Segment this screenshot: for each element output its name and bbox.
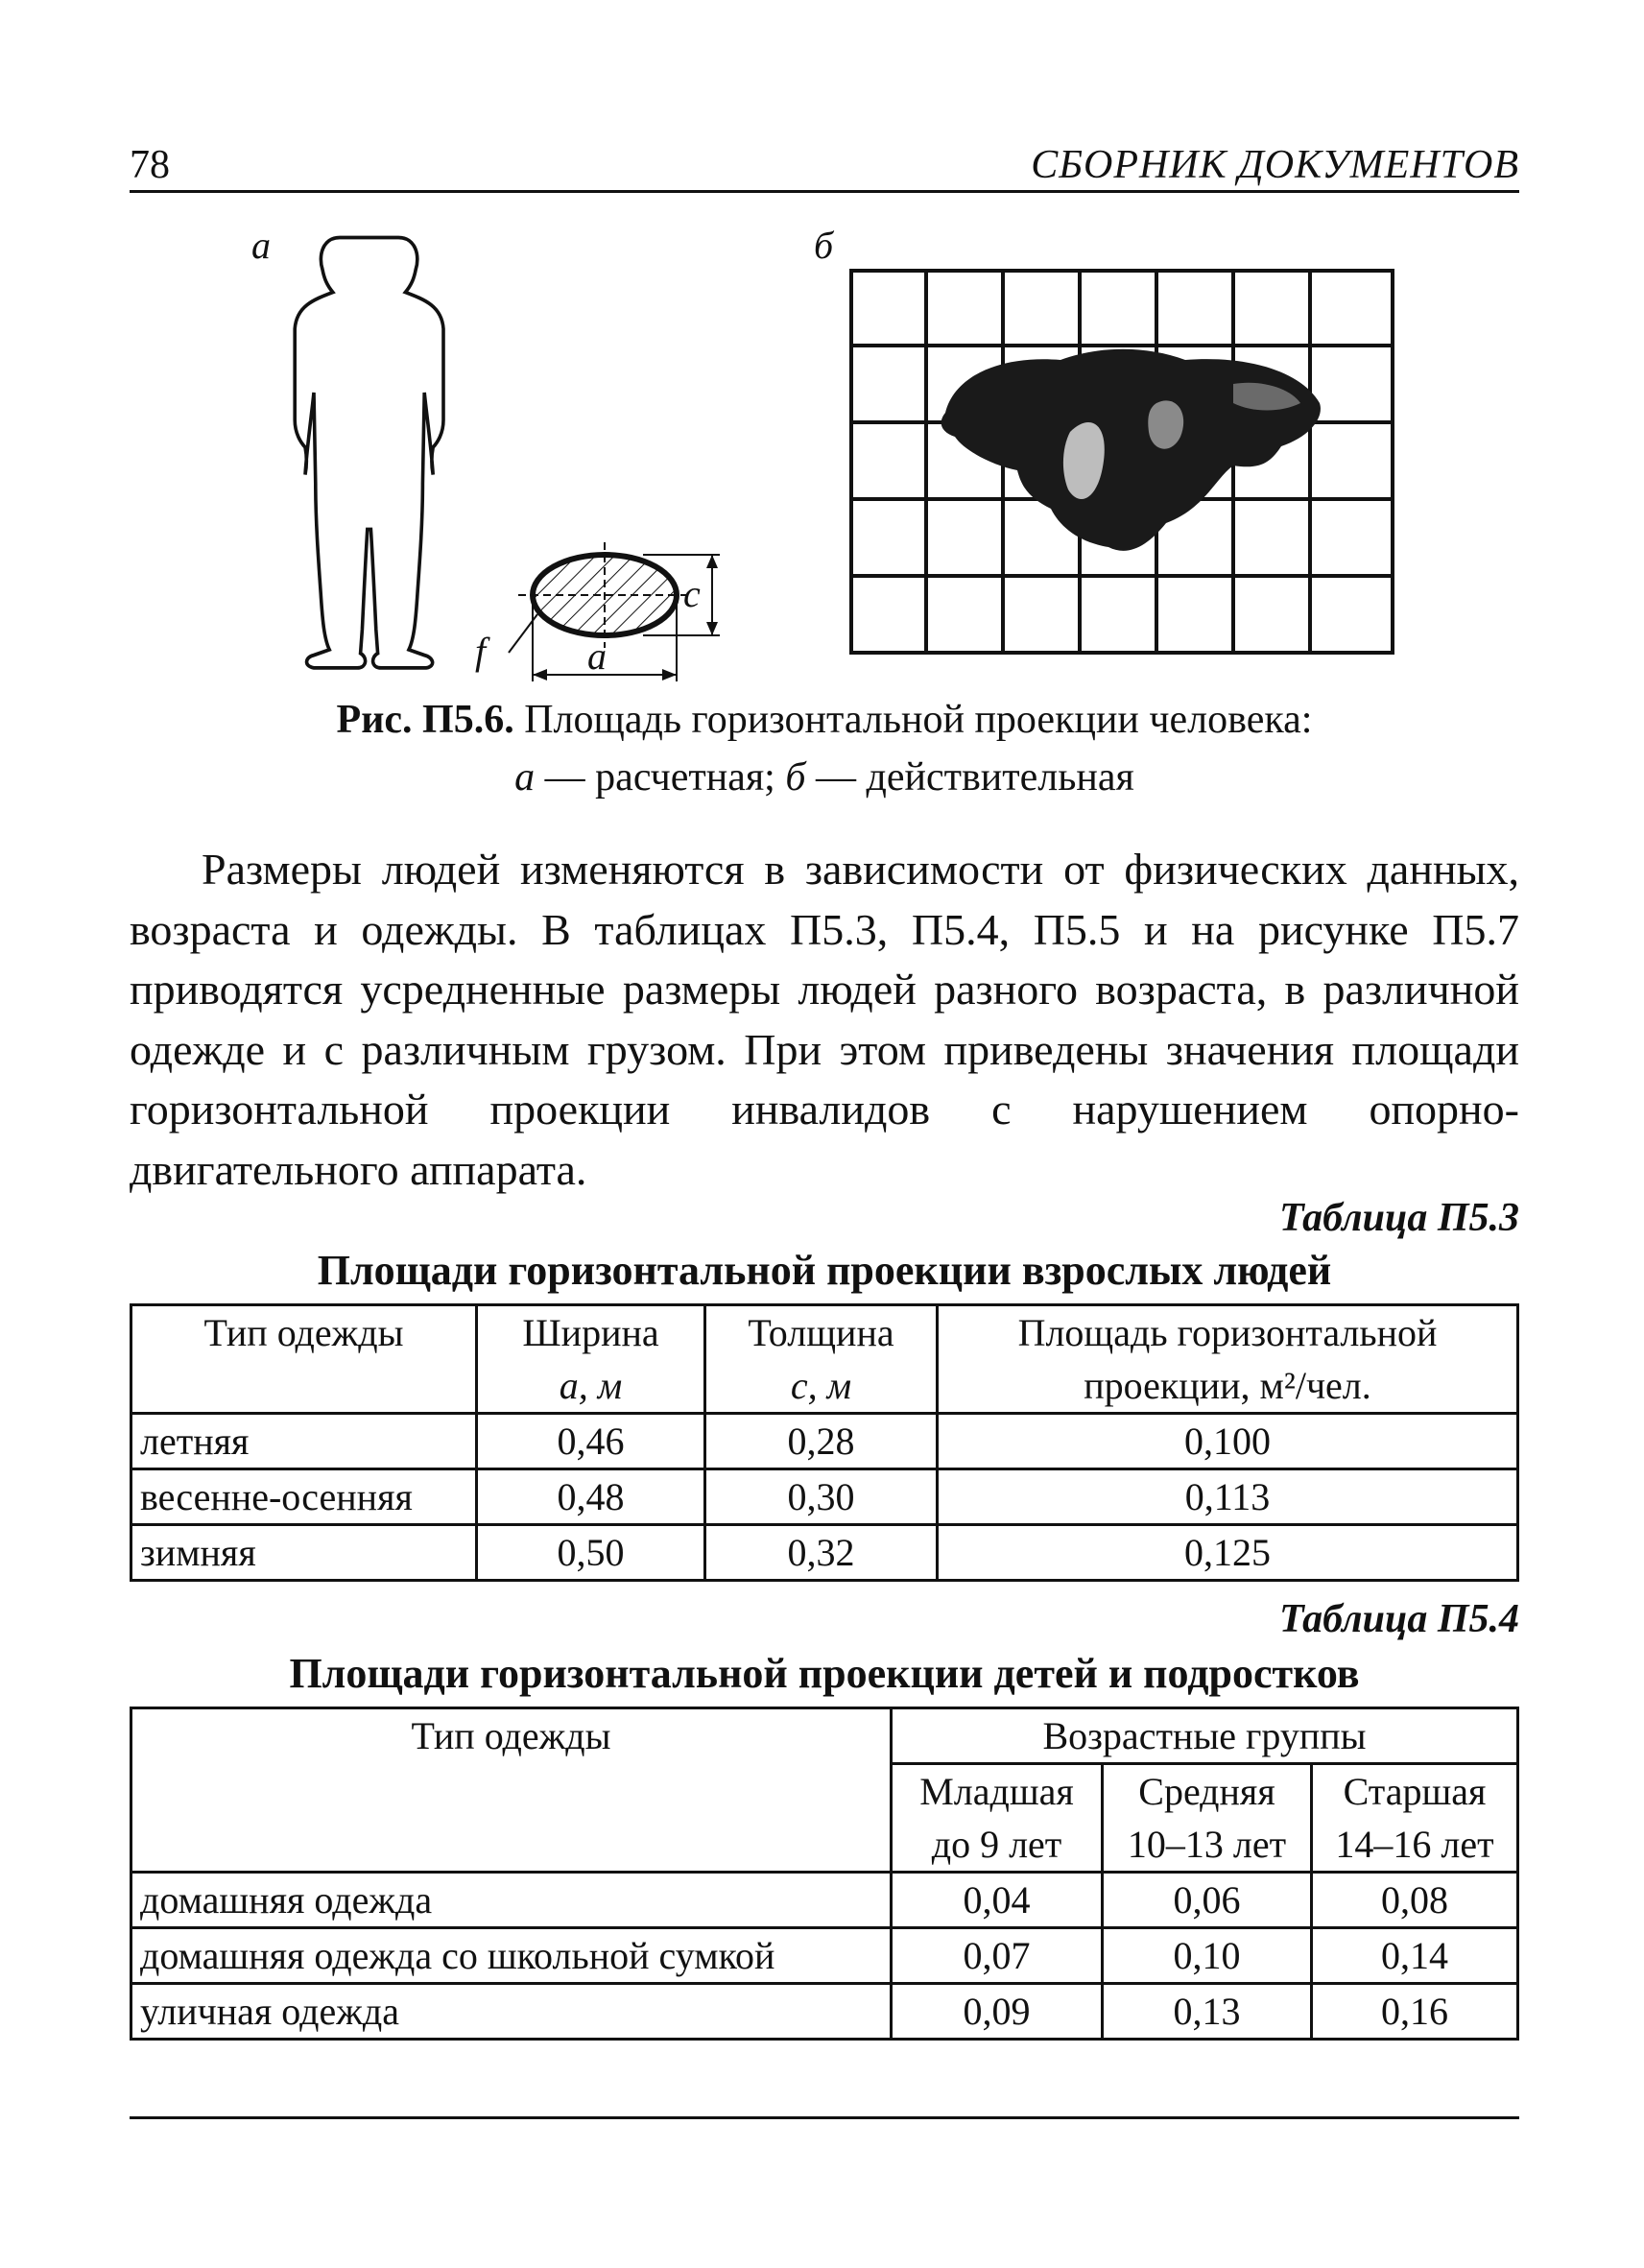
running-title: СБОРНИК ДОКУМЕНТОВ xyxy=(1031,143,1519,187)
table-row xyxy=(131,1873,1518,1928)
page-number: 78 xyxy=(130,143,170,187)
figure-caption-line2 xyxy=(130,749,1519,806)
table-cell: 0,28 xyxy=(705,1414,938,1469)
table-cell: 0,30 xyxy=(705,1469,938,1525)
human-silhouette xyxy=(295,238,443,668)
table-cell: зимняя xyxy=(131,1525,477,1581)
figure-caption-text: Площадь горизонтальной проекции человека: xyxy=(513,698,1313,742)
table-cell: летняя xyxy=(131,1414,477,1469)
table1-header-cell: Тип одежды xyxy=(131,1305,477,1414)
table-cell: 0,06 xyxy=(1103,1873,1312,1928)
figure-ellipse-diagram xyxy=(499,537,749,710)
table2-header-group: Возрастные группы xyxy=(892,1708,1518,1764)
table2-title: Площади горизонтальной проекции детей и подростков xyxy=(289,1650,1360,1697)
table-row xyxy=(131,1928,1518,1984)
table-row xyxy=(131,1414,1518,1469)
caption-a-text: — расчетная; xyxy=(535,755,786,800)
table-cell: домашняя одежда со школьной сумкой xyxy=(131,1928,892,1984)
table-cell: 0,113 xyxy=(938,1469,1518,1525)
panel-b-label: б xyxy=(814,224,834,267)
table2-label: Таблица П5.4 xyxy=(1279,1597,1519,1641)
table1-label: Таблица П5.3 xyxy=(1279,1196,1519,1240)
table2-subheader-cell: Старшая 14–16 лет xyxy=(1312,1764,1518,1873)
figure-caption-line1 xyxy=(130,691,1519,749)
table1-header-cell: Ширина a, м xyxy=(477,1305,705,1414)
table1-header-row xyxy=(131,1305,1518,1414)
caption-a: а xyxy=(514,755,536,800)
label-f: f xyxy=(475,630,487,673)
actual-projection-blob xyxy=(941,349,1321,551)
caption-b: б xyxy=(785,755,806,800)
table2 xyxy=(130,1707,1519,2041)
table-cell: 0,46 xyxy=(477,1414,705,1469)
table-cell: уличная одежда xyxy=(131,1984,892,2040)
table-cell: 0,10 xyxy=(1103,1928,1312,1984)
table-cell: 0,14 xyxy=(1312,1928,1518,1984)
table-cell: 0,13 xyxy=(1103,1984,1312,2040)
table-cell: 0,07 xyxy=(892,1928,1103,1984)
label-a-dimension: a xyxy=(587,634,607,678)
table2-subheader-cell: Средняя 10–13 лет xyxy=(1103,1764,1312,1873)
table2-header-row xyxy=(131,1708,1518,1764)
table-cell: 0,125 xyxy=(938,1525,1518,1581)
table-row xyxy=(131,1525,1518,1581)
table-cell: 0,08 xyxy=(1312,1873,1518,1928)
table1-header-cell: Толщина c, м xyxy=(705,1305,938,1414)
body-text xyxy=(130,840,1519,1200)
caption-b-text: — действительная xyxy=(805,755,1134,800)
panel-a-label: а xyxy=(251,224,271,267)
table-cell: весенне-осенняя xyxy=(131,1469,477,1525)
table-cell: 0,32 xyxy=(705,1525,938,1581)
table1-title: Площади горизонтальной проекции взрослых людей xyxy=(317,1247,1332,1294)
table2-header-type: Тип одежды xyxy=(131,1708,892,1873)
table-cell: 0,09 xyxy=(892,1984,1103,2040)
table-row xyxy=(131,1984,1518,2040)
table-cell: домашняя одежда xyxy=(131,1873,892,1928)
header-rule xyxy=(130,190,1519,193)
table-cell: 0,48 xyxy=(477,1469,705,1525)
table1 xyxy=(130,1303,1519,1582)
table-cell: 0,100 xyxy=(938,1414,1518,1469)
figure-number: Рис. П5.6. xyxy=(336,698,514,742)
body-paragraph: Размеры людей изменяются в зависимости от физических данных, возраста и одежды. В таблицах П5.3, П5.4, П5.5 и на рисунке П5.7 приводятся усредненные размеры людей разного возраста, в различной одежде и с различным грузом. При этом приведены значения площади горизонтальной проекции инвалидов с нарушением опорно-двигательного аппарата. xyxy=(130,845,1519,1194)
footer-rule xyxy=(130,2116,1519,2119)
table-cell: 0,50 xyxy=(477,1525,705,1581)
table-cell: 0,16 xyxy=(1312,1984,1518,2040)
table-cell: 0,04 xyxy=(892,1873,1103,1928)
table-row xyxy=(131,1469,1518,1525)
table2-subheader-cell: Младшая до 9 лет xyxy=(892,1764,1103,1873)
label-c-dimension: c xyxy=(683,572,701,615)
figure-panel-b-grid xyxy=(849,269,1396,657)
table1-header-cell: Площадь горизонтальной проекции, м²/чел. xyxy=(938,1305,1518,1414)
